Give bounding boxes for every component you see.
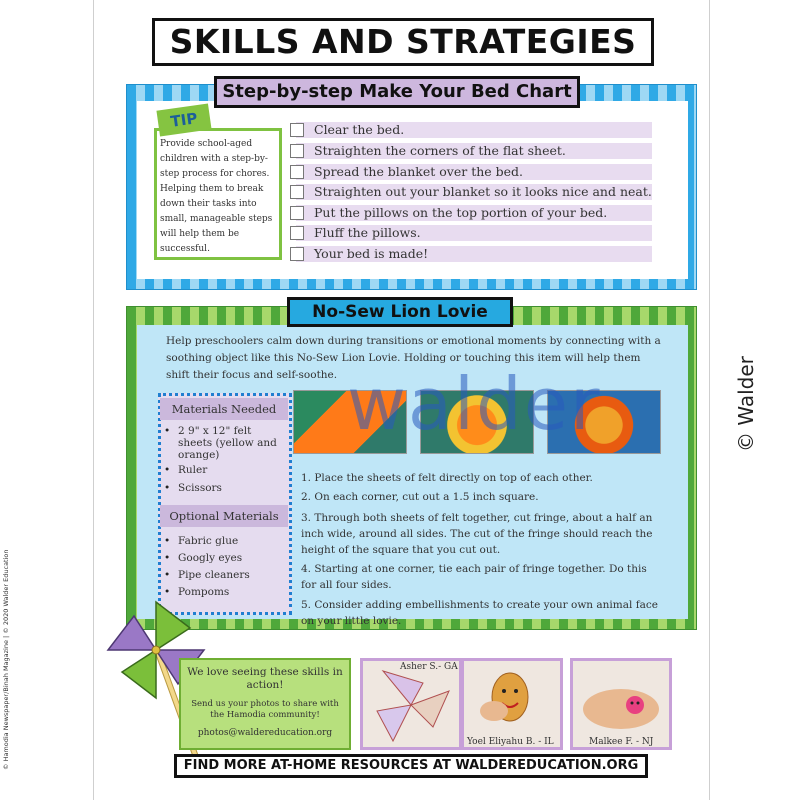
tip-label: TIP [156, 104, 211, 137]
material-item: • Ruler [164, 464, 286, 476]
checklist-item: Fluff the pillows. [296, 225, 652, 241]
lion-lovie-title: No-Sew Lion Lovie [287, 297, 513, 327]
kid-caption: Asher S.- GA [400, 662, 458, 672]
checkbox[interactable] [290, 206, 304, 220]
checkbox[interactable] [290, 144, 304, 158]
checklist-item: Clear the bed. [296, 122, 652, 138]
optional-item: • Fabric glue [164, 535, 286, 547]
page-title: SKILLS AND STRATEGIES [152, 18, 654, 66]
pinwheel-craft-icon [363, 661, 459, 747]
optional-item: • Googly eyes [164, 552, 286, 564]
material-item: • Scissors [164, 482, 286, 494]
checklist-item: Put the pillows on the top portion of your bed. [296, 205, 652, 221]
share-instructions: Send us your photos to share with the Hamodia community! [191, 699, 339, 720]
optional-materials-heading: Optional Materials [160, 505, 288, 527]
checkbox[interactable] [290, 226, 304, 240]
materials-heading: Materials Needed [160, 398, 288, 420]
kid-caption: Malkee F. - NJ [589, 737, 654, 747]
worksheet-page [93, 0, 710, 800]
optional-item: • Pompoms [164, 586, 286, 598]
right-copyright: © Walder [734, 356, 758, 452]
checklist-item: Straighten the corners of the flat sheet. [296, 143, 652, 159]
share-email-link[interactable]: photos@waldereducation.org [197, 728, 333, 738]
tip-text: Provide school-aged children with a step-by-step process for chores. Helping them to break down their tasks into small, manageable steps will help them be successful. [160, 139, 273, 254]
checklist-item: Your bed is made! [296, 246, 652, 262]
checkbox[interactable] [290, 247, 304, 261]
side-credit: © Hamodia Newspaper/Binah Magazine | © 2020 Walder Education [2, 549, 10, 770]
optional-item: • Pipe cleaners [164, 569, 286, 581]
balloon-face-icon [464, 661, 560, 747]
checklist-item: Straighten out your blanket so it looks nice and neat. [296, 184, 652, 200]
watermark: walder [347, 362, 602, 446]
kid-caption: Yoel Eliyahu B. - IL [467, 737, 554, 747]
instruction-step: 5. Consider adding embellishments to create your own animal face on your little lovie. [301, 599, 658, 627]
checkbox[interactable] [290, 123, 304, 137]
instruction-step: 2. On each corner, cut out a 1.5 inch square. [301, 491, 539, 503]
share-heading: We love seeing these skills in action! [187, 666, 343, 691]
checklist-item: Spread the blanket over the bed. [296, 164, 652, 180]
bed-chart-title: Step-by-step Make Your Bed Chart [214, 76, 580, 108]
footer-resources-banner: FIND MORE AT-HOME RESOURCES AT WALDEREDUCATION.ORG [174, 754, 648, 778]
instruction-step: 4. Starting at one corner, tie each pair of fringe together. Do this for all four sides. [301, 563, 647, 591]
hand-smiley-icon [573, 661, 669, 747]
lion-lovie-intro: Help preschoolers calm down during transitions or emotional moments by connecting with a soothing object like this No-Sew Lion Lovie. Holding or touching this item will help them shift their focus and self-soothe. [166, 335, 661, 381]
instruction-step: 1. Place the sheets of felt directly on top of each other. [301, 472, 593, 484]
checkbox[interactable] [290, 165, 304, 179]
material-item: • 2 9" x 12" felt sheets (yellow and orange) [164, 425, 286, 461]
checkbox[interactable] [290, 185, 304, 199]
instruction-step: 3. Through both sheets of felt together, cut fringe, about a half an inch wide, around all sides. The cut of the fringe should reach the height of the square that you cut out. [301, 512, 653, 556]
